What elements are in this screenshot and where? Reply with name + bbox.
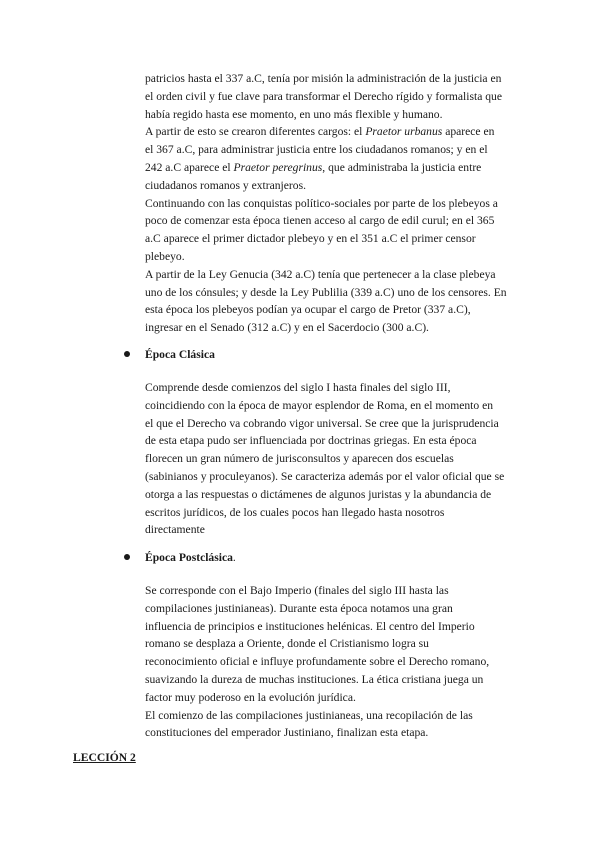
text-line: de esta etapa pudo ser influenciada por doctrinas griegas. En esta época [145, 434, 477, 448]
heading-text: Época Postclásica. [145, 551, 236, 564]
text-line: a.C aparece el primer dictador plebeyo y en el 351 a.C el primer censor [145, 232, 476, 246]
text-line: poco de comenzar esta época tienen acceso al cargo de edil curul; en el 365 [145, 214, 495, 228]
clasica-paragraph [145, 379, 529, 539]
text-line: constituciones del emperador Justiniano, finalizan esta etapa. [145, 726, 429, 740]
text-line: A partir de esto se crearon diferentes cargos: el Praetor urbanus aparece en [145, 125, 495, 139]
section-heading-clasica [124, 346, 544, 364]
text-line: había regido hasta ese momento, en uno más flexible y humano. [145, 107, 443, 121]
text-line: suavizando la dureza de muchas instituciones. La ética cristiana juega un [145, 672, 484, 686]
text-line: otorga a las respuestas o dictámenes de algunos juristas y la abundancia de [145, 487, 492, 501]
text-line: plebeyo. [145, 249, 185, 263]
text-line: 242 a.C aparece el Praetor peregrinus, que administraba la justicia entre [145, 160, 482, 174]
text-line: esta época los plebeyos podían ya ocupar el cargo de Pretor (337 a.C), [145, 303, 471, 317]
text-line: Comprende desde comienzos del siglo I hasta finales del siglo III, [145, 381, 451, 394]
text-line: florecen un gran número de jurisconsultos y aparecen dos escuelas [145, 452, 454, 466]
text-line: A partir de la Ley Genucia (342 a.C) tenía que pertenecer a la clase plebeya [145, 267, 496, 281]
text-line: el 367 a.C, para administrar justicia entre los ciudadanos romanos; y en el [145, 143, 488, 157]
heading-text: Época Clásica [145, 348, 215, 361]
postclasica-paragraph [145, 582, 529, 742]
text-line: escritos jurídicos, de los cuales pocos han llegado hasta nosotros [145, 505, 445, 519]
text-line: ciudadanos romanos y extranjeros. [145, 178, 306, 192]
text-line: ingresar en el Senado (312 a.C) y en el Sacerdocio (300 a.C). [145, 321, 429, 335]
intro-paragraph [145, 70, 529, 337]
text-line: patricios hasta el 337 a.C, tenía por misión la administración de la justicia en [145, 72, 502, 85]
text-line: El comienzo de las compilaciones justinianeas, una recopilación de las [145, 708, 473, 722]
section-heading-postclasica [124, 549, 544, 567]
text-line: Se corresponde con el Bajo Imperio (finales del siglo III hasta las [145, 584, 449, 597]
text-line: el orden civil y fue clave para transformar el Derecho rígido y formalista que [145, 89, 503, 103]
praetor-peregrinus-term: Praetor peregrinus [233, 160, 323, 174]
lesson-heading: LECCIÓN 2 [73, 751, 136, 764]
bullet-icon [124, 351, 130, 357]
text-line: reconocimiento oficial e influye profundamente sobre el Derecho romano, [145, 655, 490, 669]
text-line: influencia de principios e instituciones helénicas. El centro del Imperio [145, 619, 475, 633]
text-line: el que el Derecho va cobrando vigor universal. Se cree que la jurisprudencia [145, 416, 499, 430]
text-line: (sabinianos y proculeyanos). Se caracteriza además por el valor oficial que se [145, 469, 505, 483]
text-line: factor muy poderoso en la evolución jurídica. [145, 690, 356, 704]
text-line: uno de los cónsules; y desde la Ley Publilia (339 a.C) uno de los censores. En [145, 285, 507, 299]
bullet-icon [124, 554, 130, 560]
praetor-urbanus-term: Praetor urbanus [365, 125, 443, 139]
text-line: coincidiendo con la época de mayor esplendor de Roma, en el momento en [145, 398, 494, 412]
text-line: romano se desplaza a Oriente, donde el Cristianismo logra su [145, 637, 429, 651]
text-line: directamente [145, 523, 205, 537]
text-line: compilaciones justinianeas). Durante esta época notamos una gran [145, 601, 453, 615]
text-line: Continuando con las conquistas político-sociales por parte de los plebeyos a [145, 196, 498, 210]
